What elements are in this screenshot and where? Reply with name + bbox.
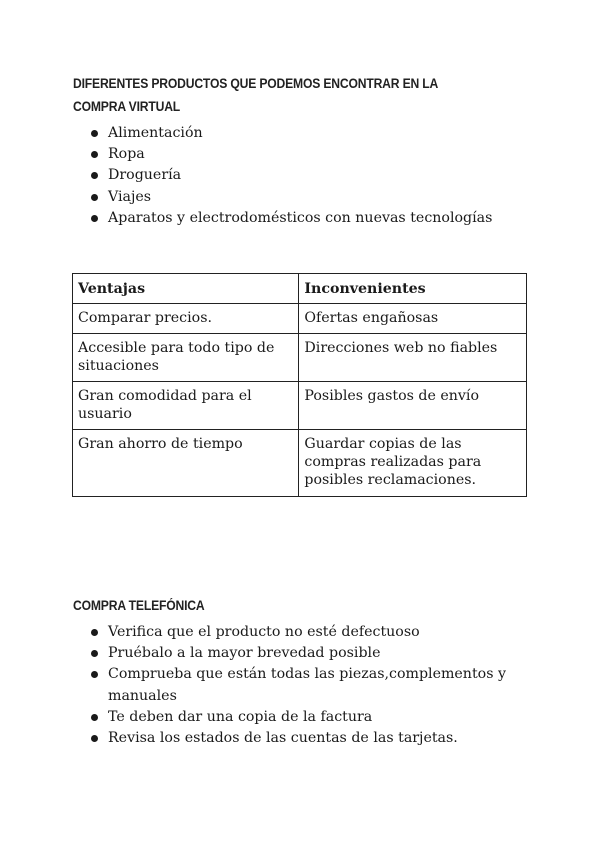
list-item: Verifica que el producto no esté defectuoso — [80, 622, 520, 643]
list-item: Ropa — [80, 144, 540, 165]
column-header-disadvantages: Inconvenientes — [299, 274, 527, 304]
advantages-table — [72, 273, 527, 497]
phone-tips-list — [80, 622, 520, 749]
table-cell: Ofertas engañosas — [299, 304, 527, 334]
table-cell: Gran ahorro de tiempo — [73, 430, 299, 497]
products-list — [80, 123, 540, 229]
column-header-advantages: Ventajas — [73, 274, 299, 304]
list-item: Aparatos y electrodomésticos con nuevas tecnologías — [80, 208, 540, 229]
table-cell: Comparar precios. — [73, 304, 299, 334]
table-row — [73, 430, 527, 497]
table-header-row — [73, 274, 527, 304]
table-cell: Guardar copias de las compras realizadas para posibles reclamaciones. — [299, 430, 527, 497]
phone-purchase-heading: COMPRA TELEFÓNICA — [73, 598, 205, 613]
table-row — [73, 334, 527, 382]
table-cell: Gran comodidad para el usuario — [73, 382, 299, 430]
table-row — [73, 304, 527, 334]
table-row — [73, 382, 527, 430]
table-cell: Posibles gastos de envío — [299, 382, 527, 430]
list-item: Pruébalo a la mayor brevedad posible — [80, 643, 520, 664]
table-cell: Accesible para todo tipo de situaciones — [73, 334, 299, 382]
list-item: Viajes — [80, 187, 540, 208]
list-item: Revisa los estados de las cuentas de las tarjetas. — [80, 728, 520, 749]
list-item: Te deben dar una copia de la factura — [80, 707, 520, 728]
list-item: Comprueba que están todas las piezas,complementos y manuales — [80, 664, 520, 706]
products-heading: DIFERENTES PRODUCTOS QUE PODEMOS ENCONTRAR EN LA COMPRA VIRTUAL — [73, 76, 438, 114]
list-item: Droguería — [80, 165, 540, 186]
table-cell: Direcciones web no fiables — [299, 334, 527, 382]
list-item: Alimentación — [80, 123, 540, 144]
